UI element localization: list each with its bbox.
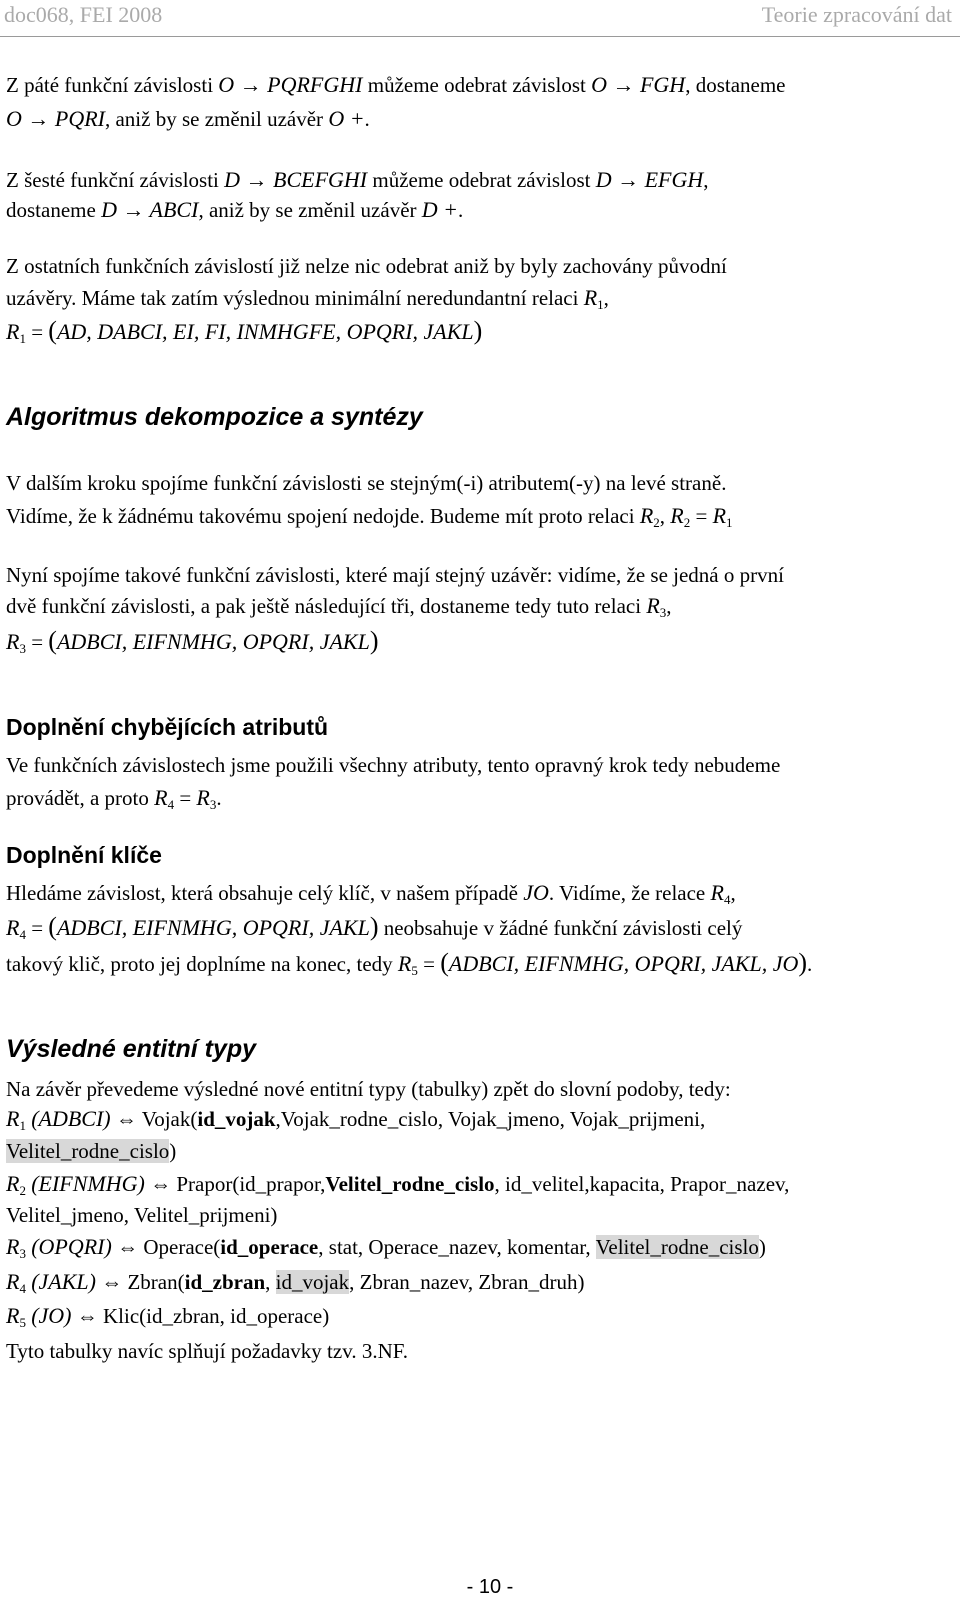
heading-algorithm: Algoritmus dekompozice a syntézy [6, 403, 423, 431]
page-number: - 10 - [466, 1576, 514, 1598]
p1-line1: Z páté funkční závislosti O → PQRFGHI můžeme odebrat závislost O → FGH, dostaneme [6, 72, 786, 97]
fd-formula: O → PQRI [6, 106, 105, 131]
equivalence-arrow-icon: ⇔ [115, 1107, 137, 1131]
heading-key: Doplnění klíče [6, 842, 162, 868]
entity-r1-cont: Velitel_rodne_cislo) [6, 1139, 177, 1163]
p2-line1: Z šesté funkční závislosti D → BCEFGHI můžeme odebrat závislost D → EFGH, [6, 167, 709, 192]
p3-line2: uzávěry. Máme tak zatím výslednou minimální neredundantní relaci $R_1$, [6, 285, 609, 312]
entity-r3: $R_3$ (OPQRI) ⇔ Operace(id_operace, stat, Operace_nazev, komentar, Velitel_rodne_cislo) [6, 1234, 766, 1261]
p8-outro: Tyto tabulky navíc splňují požadavky tzv. 3.NF. [6, 1339, 409, 1363]
fd-formula: D → EFGH [595, 167, 704, 192]
p6-line1: Ve funkčních závislostech jsme použili všechny atributy, tento opravný krok tedy nebudeme [6, 753, 781, 777]
fd-formula: D → ABCI [101, 197, 199, 222]
entity-r5: $R_5$ (JO) ⇔ Klic(id_zbran, id_operace) [6, 1303, 330, 1330]
p5-line1: Nyní spojíme takové funkční závislosti, které mají stejný uzávěr: vidíme, že se jedná o první [6, 563, 784, 587]
p7-line2: $R_4$ = (ADBCI, EIFNMHG, OPQRI, JAKL) neobsahuje v žádné funkční závislosti celý [6, 912, 743, 942]
equivalence-arrow-icon: ⇔ [101, 1270, 123, 1294]
p8-intro: Na závěr převedeme výsledné nové entitní typy (tabulky) zpět do slovní podoby, tedy: [6, 1077, 731, 1101]
p3-line1: Z ostatních funkčních závislostí již nelze nic odebrat aniž by byly zachovány původní [6, 254, 727, 278]
p6-line2: provádět, a proto $R_4 = R_3$. [6, 785, 222, 812]
fd-formula: D → BCEFGHI [224, 167, 368, 192]
p2-line2: dostaneme D → ABCI, aniž by se změnil uzávěr D +. [6, 197, 464, 222]
page-header [0, 0, 960, 37]
header-right: Teorie zpracování dat [761, 2, 952, 27]
p7-line1: Hledáme závislost, která obsahuje celý klíč, v našem případě JO. Vidíme, že relace $R_4$, [6, 880, 736, 907]
equivalence-arrow-icon: ⇔ [150, 1172, 172, 1196]
p1-line2: O → PQRI, aniž by se změnil uzávěr O +. [6, 106, 370, 131]
fd-formula: O → FGH [591, 72, 686, 97]
closure-formula: D + [421, 197, 458, 222]
heading-result: Výsledné entitní typy [6, 1035, 257, 1063]
relation-r3-formula: $R_3$ = (ADBCI, EIFNMHG, OPQRI, JAKL) [6, 626, 379, 656]
closure-formula: O + [328, 106, 365, 131]
p7-line3: takový klič, proto jej doplníme na konec, tedy $R_5$ = (ADBCI, EIFNMHG, OPQRI, JAKL, JO). [6, 948, 813, 978]
equivalence-arrow-icon: ⇔ [76, 1304, 98, 1328]
relation-r1-formula: $R_1 = (AD$, DABCI, EI, FI, INMHGFE, OPQRI, JAKL) [6, 316, 483, 346]
p4-line2: Vidíme, že k žádnému takovému spojení nedojde. Budeme mít proto relaci $R_2$, $R_2 = R_1$ [6, 503, 733, 530]
entity-r2-cont: Velitel_jmeno, Velitel_prijmeni) [6, 1203, 278, 1227]
entity-r2: $R_2$ (EIFNMHG) ⇔ Prapor(id_prapor,Velitel_rodne_cislo, id_velitel,kapacita, Prapor_nazev, [6, 1171, 790, 1198]
heading-missing-attributes: Doplnění chybějících atributů [6, 714, 329, 740]
p5-line2: dvě funkční závislosti, a pak ještě následující tři, dostaneme tedy tuto relaci $R_3$, [6, 593, 672, 620]
header-left: doc068, FEI 2008 [4, 2, 163, 27]
fd-formula: O → PQRFGHI [218, 72, 363, 97]
p4-line1: V dalším kroku spojíme funkční závislosti se stejným(-i) atributem(-y) na levé straně. [6, 471, 727, 495]
entity-r4: $R_4$ (JAKL) ⇔ Zbran(id_zbran, id_vojak, Zbran_nazev, Zbran_druh) [6, 1269, 585, 1296]
equivalence-arrow-icon: ⇔ [117, 1235, 139, 1259]
entity-r1: $R_1$ (ADBCI) ⇔ Vojak(id_vojak,Vojak_rodne_cislo, Vojak_jmeno, Vojak_prijmeni, [6, 1106, 706, 1133]
